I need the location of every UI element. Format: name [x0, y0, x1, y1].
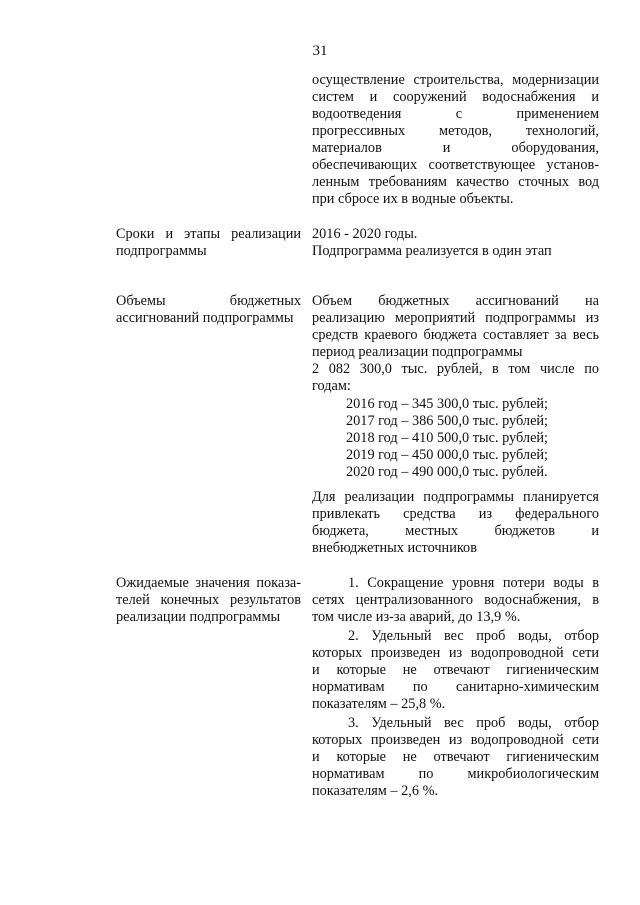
result-item-1-line: том числе из-за аварий, до 13,9 %.: [312, 609, 521, 625]
budget-extra-line: бюджета, местных бюджетов и: [312, 523, 599, 539]
budget-value-line: период реализации подпрограммы: [312, 344, 523, 360]
budget-value-line: Объем бюджетных ассигнований на: [312, 293, 599, 309]
budget-label: ассигнований подпрограммы: [116, 310, 294, 326]
budget-year-line: 2018 год – 410 500,0 тыс. рублей;: [346, 430, 549, 446]
results-label: Ожидаемые значения показа-: [116, 575, 301, 591]
budget-extra-line: внебюджетных источников: [312, 540, 477, 556]
terms-label: Сроки и этапы реализации: [116, 226, 301, 242]
intro-line: обеспечивающих соответствующее установ-: [312, 157, 599, 173]
terms-value: 2016 - 2020 годы.: [312, 226, 418, 242]
result-item-2-line: 2. Удельный вес проб воды, отбор: [348, 628, 599, 644]
intro-line: прогрессивных методов, технологий,: [312, 123, 599, 139]
budget-year-line: 2016 год – 345 300,0 тыс. рублей;: [346, 396, 549, 412]
budget-label: Объемы бюджетных: [116, 293, 301, 309]
budget-value-line: реализацию мероприятий подпрограммы из: [312, 310, 599, 326]
budget-year-line: 2017 год – 386 500,0 тыс. рублей;: [346, 413, 549, 429]
budget-value-line: годам:: [312, 378, 351, 394]
page-number: 31: [312, 43, 328, 59]
budget-extra-line: Для реализации подпрограммы планируется: [312, 489, 599, 505]
intro-line: водоотведения с применением: [312, 106, 599, 122]
budget-value-line: средств краевого бюджета составляет за весь: [312, 327, 599, 343]
results-label: реализации подпрограммы: [116, 609, 281, 625]
intro-line: материалов и оборудования,: [312, 140, 599, 156]
budget-extra-line: привлекать средства из федерального: [312, 506, 599, 522]
intro-line: осуществление строительства, модернизации: [312, 72, 599, 88]
terms-value: Подпрограмма реализуется в один этап: [312, 243, 552, 259]
result-item-3-line: и которые не отвечают гигиеническим: [312, 749, 599, 765]
results-label: телей конечных результатов: [116, 592, 301, 608]
result-item-3-line: показателям – 2,6 %.: [312, 783, 439, 799]
intro-line: при сбросе их в водные объекты.: [312, 191, 514, 207]
result-item-2-line: и которые не отвечают гигиеническим: [312, 662, 599, 678]
budget-year-line: 2020 год – 490 000,0 тыс. рублей.: [346, 464, 548, 480]
result-item-1-line: 1. Сокращение уровня потери воды в: [348, 575, 599, 591]
result-item-2-line: показателям – 25,8 %.: [312, 696, 446, 712]
intro-line: систем и сооружений водоснабжения и: [312, 89, 599, 105]
result-item-3-line: нормативам по микробиологическим: [312, 766, 599, 782]
result-item-3-line: которых произведен из водопроводной сети: [312, 732, 599, 748]
result-item-2-line: которых произведен из водопроводной сети: [312, 645, 599, 661]
terms-label: подпрограммы: [116, 243, 207, 259]
result-item-1-line: сетях централизованного водоснабжения, в: [312, 592, 599, 608]
budget-value-line: 2 082 300,0 тыс. рублей, в том числе по: [312, 361, 599, 377]
result-item-3-line: 3. Удельный вес проб воды, отбор: [348, 715, 599, 731]
intro-line: ленным требованиям качество сточных вод: [312, 174, 599, 190]
result-item-2-line: нормативам по санитарно-химическим: [312, 679, 599, 695]
budget-year-line: 2019 год – 450 000,0 тыс. рублей;: [346, 447, 549, 463]
